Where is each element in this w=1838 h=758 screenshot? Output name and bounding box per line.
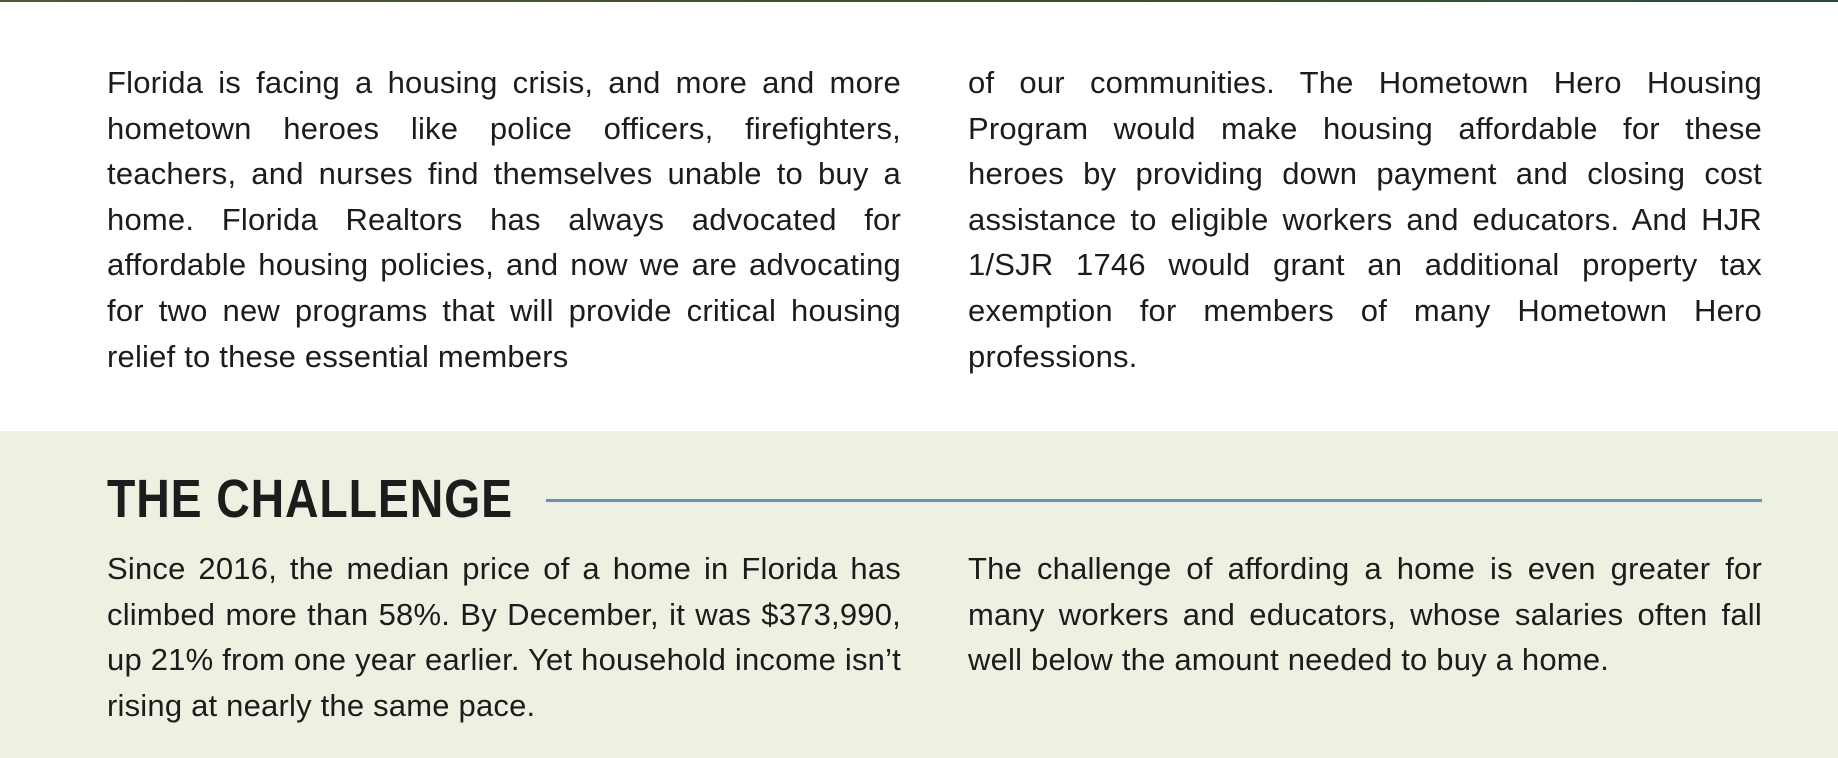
intro-columns [107,60,1762,379]
section-heading: THE CHALLENGE [107,469,513,529]
challenge-heading-row [107,464,1762,534]
challenge-left-paragraph: Since 2016, the median price of a home in Florida has climbed more than 58%. By December, it was $373,990, up 21% from one year earlier. Yet household income isn’t rising at nearly the same pace. [107,551,901,723]
challenge-columns [107,546,1762,728]
intro-right-paragraph: of our communities. The Hometown Hero Housing Program would make housing affordable for these heroes by providing down payment and closing cost assistance to eligible workers and educators. And HJR 1/SJR 1746 would grant an additional property tax exemption for members of many Hometown Hero professions. [968,65,1762,374]
challenge-section [0,431,1838,758]
challenge-right-paragraph: The challenge of affording a home is even greater for many workers and educators, whose salaries often fall well below the amount needed to buy a home. [968,551,1762,678]
intro-left-paragraph: Florida is facing a housing crisis, and more and more hometown heroes like police officers, firefighters, teachers, and nurses find themselves unable to buy a home. Florida Realtors has always advocated for affordable housing policies, and now we are advocating for two new programs that will provide critical housing relief to these essential members [107,65,901,374]
heading-divider-rule [546,499,1762,502]
intro-section [0,2,1838,431]
